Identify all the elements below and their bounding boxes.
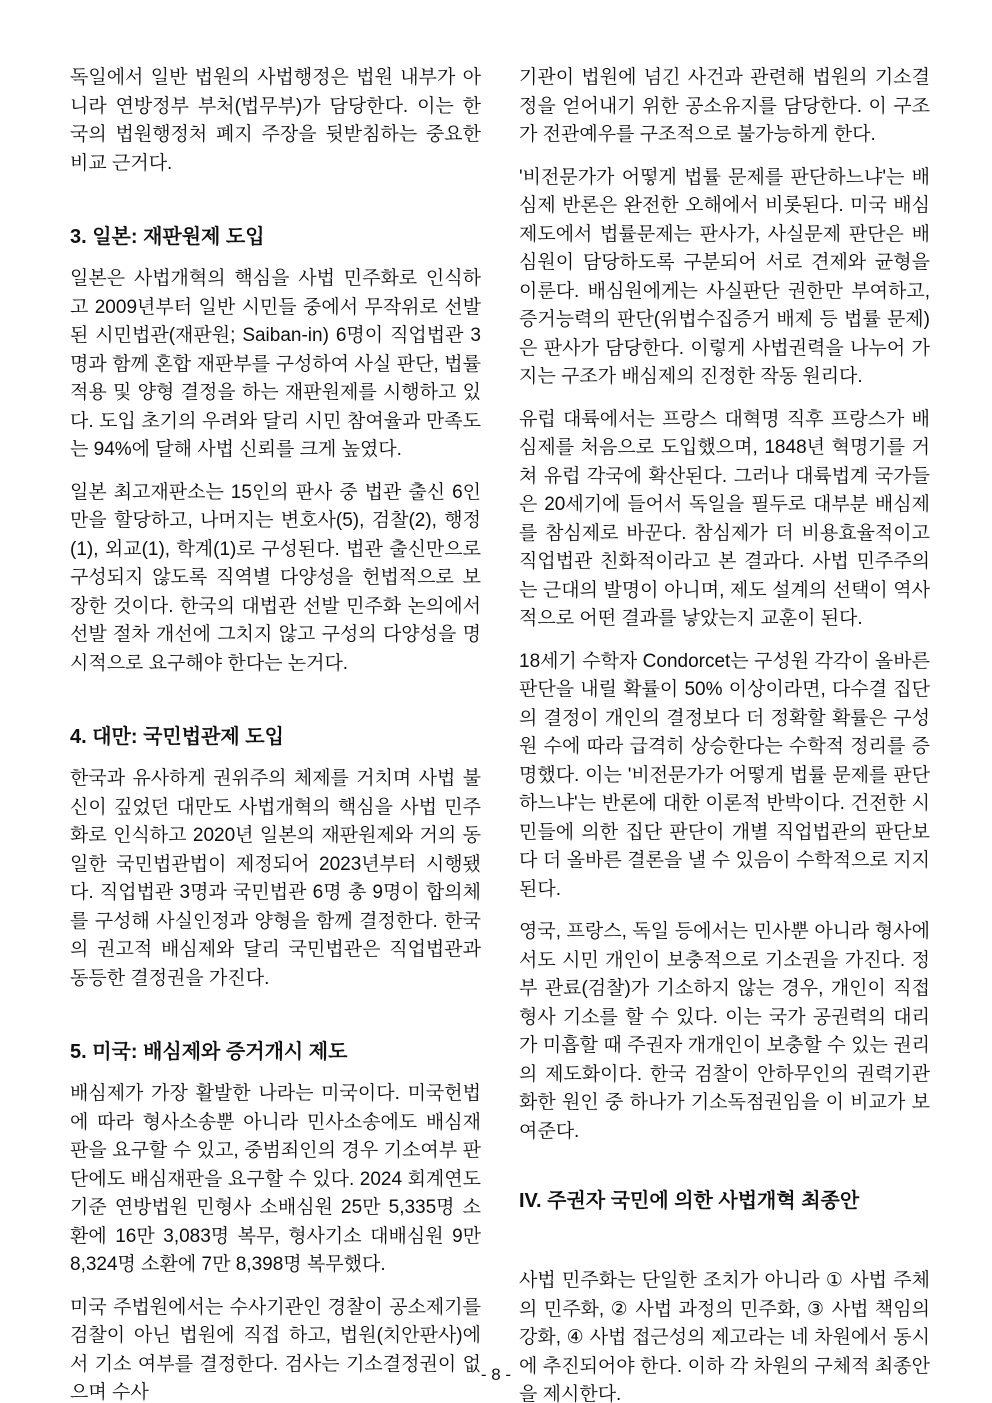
section-5-paragraph-2: 미국 주법원에서는 수사기관인 경찰이 공소제기를 검찰이 아닌 법원에 직접 하고, 법원(치안판사)에서 기소 여부를 결정한다. 검사는 기소결정권이 없으며 수사 [70,1296,481,1403]
europe-history-paragraph: 유럽 대륙에서는 프랑스 대혁명 직후 프랑스가 배심제를 처음으로 도입했으며, 1848년 혁명기를 거쳐 유럽 각국에 확산된다. 그러나 대륙법계 국가들은 20세기에 들어서 독일을 필두로 대부분 배심제를 참심제로 바꾼다. 참심제가 더 비용효율적이고 직업법관 친화적이라고 본 결과다. 사법 민주주의는 근대의 발명이 아니며, 제도 설계의 선택이 역사적으로 어떤 결과를 낳았는지 교훈이 된다. [519,408,930,629]
private-prosecution-paragraph: 영국, 프랑스, 독일 등에서는 민사뿐 아니라 형사에서도 시민 개인이 보충적으로 기소권을 가진다. 정부 관료(검찰)가 기소하지 않는 경우, 개인이 직접 형사 기소를 할 수 있다. 이는 국가 공권력의 대리가 미흡할 때 주권자 개개인이 보충할 수 있는 권리의 제도화이다. 한국 검찰이 안하무인의 권력기관화한 원인 중 하나가 기소독점권임을 이 비교가 보여준다. [519,921,930,1142]
right-column [519,64,930,1403]
left-column [70,64,481,1403]
jury-objection-paragraph: '비전문가가 어떻게 법률 문제를 판단하느냐'는 배심제 반론은 완전한 오해에서 비롯된다. 미국 배심제도에서 법률문제는 판사가, 사실문제 판단은 배심원이 담당하도록 구분되어 서로 견제와 균형을 이룬다. 배심원에게는 사실판단 권한만 부여하고, 증거능력의 판단(위법수집증거 배제 등 법률 문제)은 판사가 담당한다. 이렇게 사법권력을 나누어 가지는 구조가 배심제의 진정한 작동 원리다. [519,166,930,387]
section-3-paragraph-1: 일본은 사법개혁의 핵심을 사법 민주화로 인식하고 2009년부터 일반 시민들 중에서 무작위로 선발된 시민법관(재판원; Saiban-in) 6명이 직업법관 3명과 함께 혼합 재판부를 구성하여 사실 판단, 법률 적용 및 양형 결정을 하는 재판원제를 시행하고 있다. 도입 초기의 우려와 달리 시민 참여율과 만족도는 94%에 달해 사법 신뢰를 크게 높였다. [70,268,481,460]
section-3-paragraph-2: 일본 최고재판소는 15인의 판사 중 법관 출신 6인만을 할당하고, 나머지는 변호사(5), 검찰(2), 행정(1), 외교(1), 학계(1)로 구성된다. 법관 출신만으로 구성되지 않도록 직역별 다양성을 헌법적으로 보장한 것이다. 한국의 대법관 선발 민주화 논의에서 선발 절차 개선에 그치지 않고 구성의 다양성을 명시적으로 요구해야 한다는 논거다. [70,481,481,674]
section-5-heading: 5. 미국: 배심제와 증거개시 제도 [70,1041,348,1063]
condorcet-paragraph: 18세기 수학자 Condorcet는 구성원 각각이 올바른 판단을 내릴 확률이 50% 이상이라면, 다수결 집단의 결정이 개인의 결정보다 더 정확할 확률은 구성원 수에 따라 급격히 상승한다는 수학적 정리를 증명했다. 이는 '비전문가가 어떻게 법률 문제를 판단하느냐'는 반론에 대한 이론적 반박이다. 건전한 시민들에 의한 집단 판단이 개별 직업법관의 판단보다 더 올바른 결론을 낼 수 있음이 수학적으로 지지된다. [519,650,930,900]
section-iv-heading: IV. 주권자 국민에 의한 사법개혁 최종안 [519,1190,860,1212]
section-3-heading: 3. 일본: 재판원제 도입 [70,226,265,248]
closing-paragraph: 사법 민주화는 단일한 조치가 아니라 ① 사법 주체의 민주화, ② 사법 과정의 민주화, ③ 사법 책임의 강화, ④ 사법 접근성의 제고라는 네 차원에서 동시에 추진되어야 한다. 이하 각 차원의 구체적 최종안을 제시한다. [519,1270,930,1403]
section-4-paragraph: 한국과 유사하게 권위주의 체제를 거치며 사법 불신이 깊었던 대만도 사법개혁의 핵심을 사법 민주화로 인식하고 2020년 일본의 재판원제와 거의 동일한 국민법관법이 제정되어 2023년부터 시행됐다. 직업법관 3명과 국민법관 6명 총 9명이 합의체를 구성해 사실인정과 양형을 함께 결정한다. 한국의 권고적 배심제와 달리 국민법관은 직업법관과 동등한 결정권을 가진다. [70,768,481,989]
intro-paragraph: 독일에서 일반 법원의 사법행정은 법원 내부가 아니라 연방정부 부처(법무부)가 담당한다. 이는 한국의 법원행정처 폐지 주장을 뒷받침하는 중요한 비교 근거다. [70,67,481,174]
section-5-paragraph-1: 배심제가 가장 활발한 나라는 미국이다. 미국헌법에 따라 형사소송뿐 아니라 민사소송에도 배심재판을 요구할 수 있고, 중범죄인의 경우 기소여부 판단에도 배심재판을 요구할 수 있다. 2024 회계연도 기준 연방법원 민형사 소배심원 25만 5,335명 소환에 16만 3,083명 복무, 형사기소 대배심원 9만 8,324명 소환에 7만 8,398명 복무했다. [70,1083,481,1275]
continuation-paragraph: 기관이 법원에 넘긴 사건과 관련해 법원의 기소결정을 얻어내기 위한 공소유지를 담당한다. 이 구조가 전관예우를 구조적으로 불가능하게 한다. [519,67,930,145]
page-number: - 8 - [480,1365,512,1384]
section-4-heading: 4. 대만: 국민법관제 도입 [70,726,284,748]
